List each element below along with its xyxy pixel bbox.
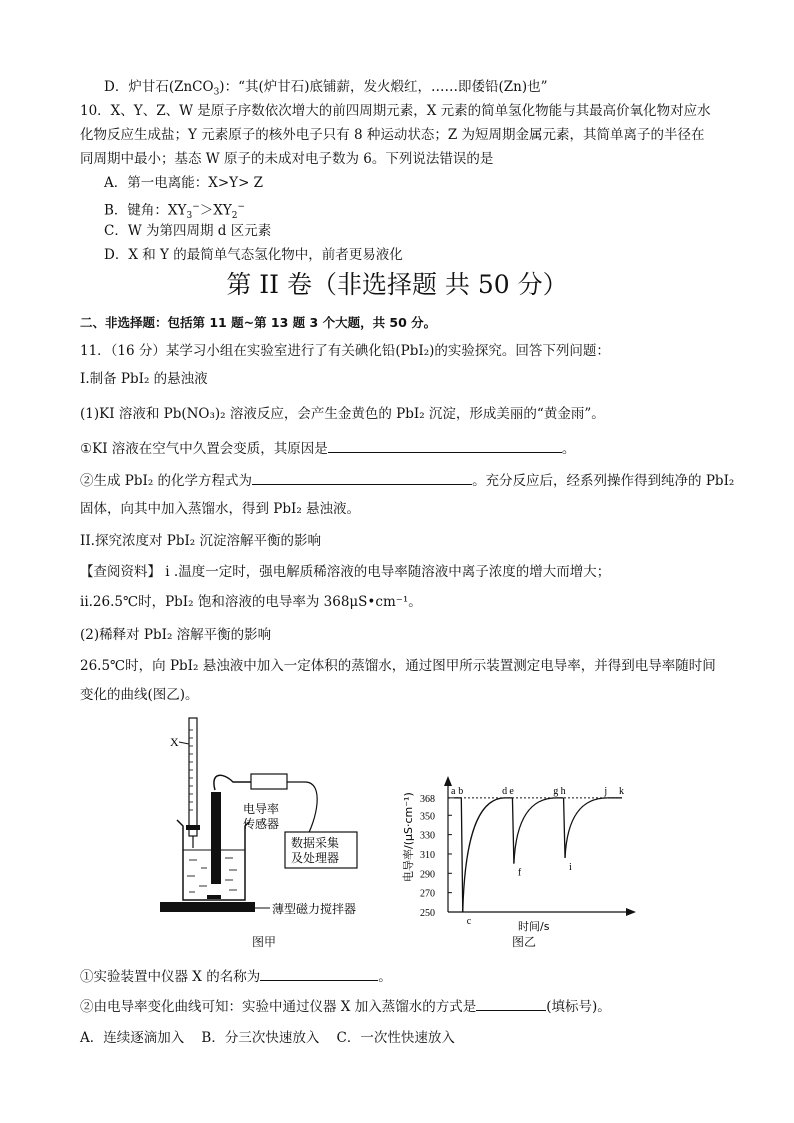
y-tick-label: 270 (420, 888, 435, 900)
q10-option-a: A．第一电离能：X>Y> Z (104, 175, 264, 191)
drop-line-bc (461, 798, 462, 912)
q11-q-a-text: ①实验装置中仪器 X 的名称为 (80, 969, 261, 985)
figure-b-caption: 图乙 (512, 935, 537, 949)
section-note: 二、非选择题：包括第 11 题~第 13 题 3 个大题，共 50 分。 (80, 315, 437, 330)
q11-p1-b-end: 。充分反应后，经系列操作得到纯净的 PbI₂ (472, 473, 735, 489)
conductivity-chart (392, 770, 642, 940)
q11-p1-b (80, 470, 734, 490)
q9-option-d (104, 78, 548, 102)
answer-blank-1[interactable] (328, 438, 562, 453)
q9-option-d-text-end: )：“其(炉甘石)底铺薪，发火煅红，……即倭铅(Zn)也” (219, 79, 548, 95)
q11-part1-heading: I.制备 PbI₂ 的悬浊液 (80, 371, 208, 387)
q11-q-a (80, 966, 392, 986)
drop-line-ef (512, 798, 513, 864)
y-tick-label: 350 (420, 811, 435, 823)
q11-p1-a-end: 。 (561, 441, 576, 457)
point-label-b: b (458, 785, 464, 797)
y-axis-label: 电导率/(μS·cm⁻¹) (402, 792, 415, 882)
q10-stem-line2: 化物反应生成盐；Y 元素原子的核外电子只有 8 种运动状态；Z 为短周期金属元素，其简单离子的半径在 (80, 127, 705, 143)
svg-text:电导率 传感器 (243, 801, 283, 831)
y-tick-label: 330 (420, 830, 435, 842)
recovery-curve-ij (565, 798, 607, 858)
magnetic-stirrer (160, 902, 255, 912)
point-label-h: h (560, 785, 566, 797)
recovery-curve-fg (514, 798, 556, 864)
sensor-label-2: 传感器 (243, 817, 280, 831)
q10-stem-line1: 10．X、Y、Z、W 是原子序数依次增大的前四周期元素，X 元素的简单氢化物能与其最高价氧化物对应水 (80, 103, 711, 119)
y-tick-label: 250 (420, 908, 435, 919)
q11-q-b-end: (填标号)。 (546, 999, 611, 1015)
q11-choices: A．连续逐滴加入 B．分三次快速放入 C．一次性快速放入 (80, 1030, 455, 1046)
point-label-j: j (604, 785, 608, 797)
point-label-d: d (502, 785, 508, 797)
burette (189, 718, 197, 836)
drop-line-hi (564, 798, 565, 858)
q11-ref2: ii.26.5℃时，PbI₂ 饱和溶液的电导率为 368μS•cm⁻¹。 (80, 594, 422, 610)
q11-part2-heading: II.探究浓度对 PbI₂ 沉淀溶解平衡的影响 (80, 533, 322, 549)
recovery-curve-cd (463, 798, 505, 912)
q11-p1-b2: 固体，向其中加入蒸馏水，得到 PbI₂ 悬浊液。 (80, 501, 361, 517)
q11-q-a-end: 。 (378, 969, 392, 985)
box-label-2: 及处理器 (291, 851, 340, 865)
q10-option-b-pre: B．键角：XY (104, 202, 187, 219)
q11-ref1: 【查阅资料】 i .温度一定时，强电解质稀溶液的电导率随溶液中离子浓度的增大而增大； (80, 564, 611, 580)
answer-blank-2[interactable] (252, 470, 472, 485)
q11-p2-a: 26.5℃时，向 PbI₂ 悬浊液中加入一定体积的蒸馏水，通过图甲所示装置测定电导率，并得到电导率随时间 (80, 658, 716, 674)
answer-blank-4[interactable] (476, 996, 546, 1011)
point-label-a: a (451, 785, 456, 797)
q11-p2-b: 变化的曲线(图乙)。 (80, 687, 199, 703)
q10-option-b-mid: ＞XY (199, 202, 232, 219)
q10-option-d: D．X 和 Y 的最简单气态氢化物中，前者更易液化 (104, 247, 403, 263)
q11-p1-a-text: ①KI 溶液在空气中久置会变质，其原因是 (80, 441, 328, 457)
conductivity-probe (211, 792, 221, 884)
x-axis-arrow (626, 908, 636, 916)
y-axis-arrow (444, 776, 452, 786)
q11-stem: 11．（16 分）某学习小组在实验室进行了有关碘化铅(PbI₂)的实验探究。回答下列问题： (80, 343, 610, 359)
x-label: X (170, 735, 179, 749)
q11-p1: (1)KI 溶液和 Pb(NO₃)₂ 溶液反应，会产生金黄色的 PbI₂ 沉淀，形成美丽的“黄金雨”。 (80, 406, 605, 422)
q11-p1-b-text: ②生成 PbI₂ 的化学方程式为 (80, 473, 253, 489)
figure-a-caption: 图甲 (252, 935, 277, 949)
sensor-connector (251, 774, 287, 789)
point-label-e: e (509, 785, 514, 797)
q11-p2: (2)稀释对 PbI₂ 溶解平衡的影响 (80, 627, 272, 643)
q11-p1-a (80, 438, 575, 458)
sensor-label-1: 电导率 (243, 802, 280, 816)
q9-option-d-text: D．炉甘石(ZnCO (104, 79, 214, 95)
point-label-g: g (553, 785, 559, 797)
q10-stem-line3: 同周期中最小；基态 W 原子的未成对电子数为 6。下列说法错误的是 (80, 151, 494, 167)
apparatus-diagram (155, 710, 385, 920)
box-label-1: 数据采集 (291, 836, 340, 850)
y-tick-label: 368 (420, 793, 435, 805)
y-tick-label: 290 (420, 869, 435, 881)
answer-blank-3[interactable] (260, 966, 378, 981)
y-tick-label: 310 (420, 849, 435, 861)
q10-option-c: C．W 为第四周期 d 区元素 (104, 223, 272, 239)
q11-q-b-text: ②由电导率变化曲线可知：实验中通过仪器 X 加入蒸馏水的方式是 (80, 999, 477, 1015)
section-title: 第 II 卷（非选择题 共 50 分） (226, 270, 568, 299)
point-label-k: k (619, 785, 624, 797)
q10-option-b: B．键角：$XY_3^->XY_2^-$ (104, 202, 246, 222)
point-label-f: f (517, 867, 522, 879)
stirrer-label: 薄型磁力搅拌器 (272, 902, 357, 916)
point-label-i: i (569, 861, 572, 873)
x-axis-label: 时间/s (518, 920, 550, 933)
subscript: 3 (213, 87, 220, 98)
point-label-c: c (466, 916, 472, 927)
q11-q-b (80, 996, 611, 1016)
